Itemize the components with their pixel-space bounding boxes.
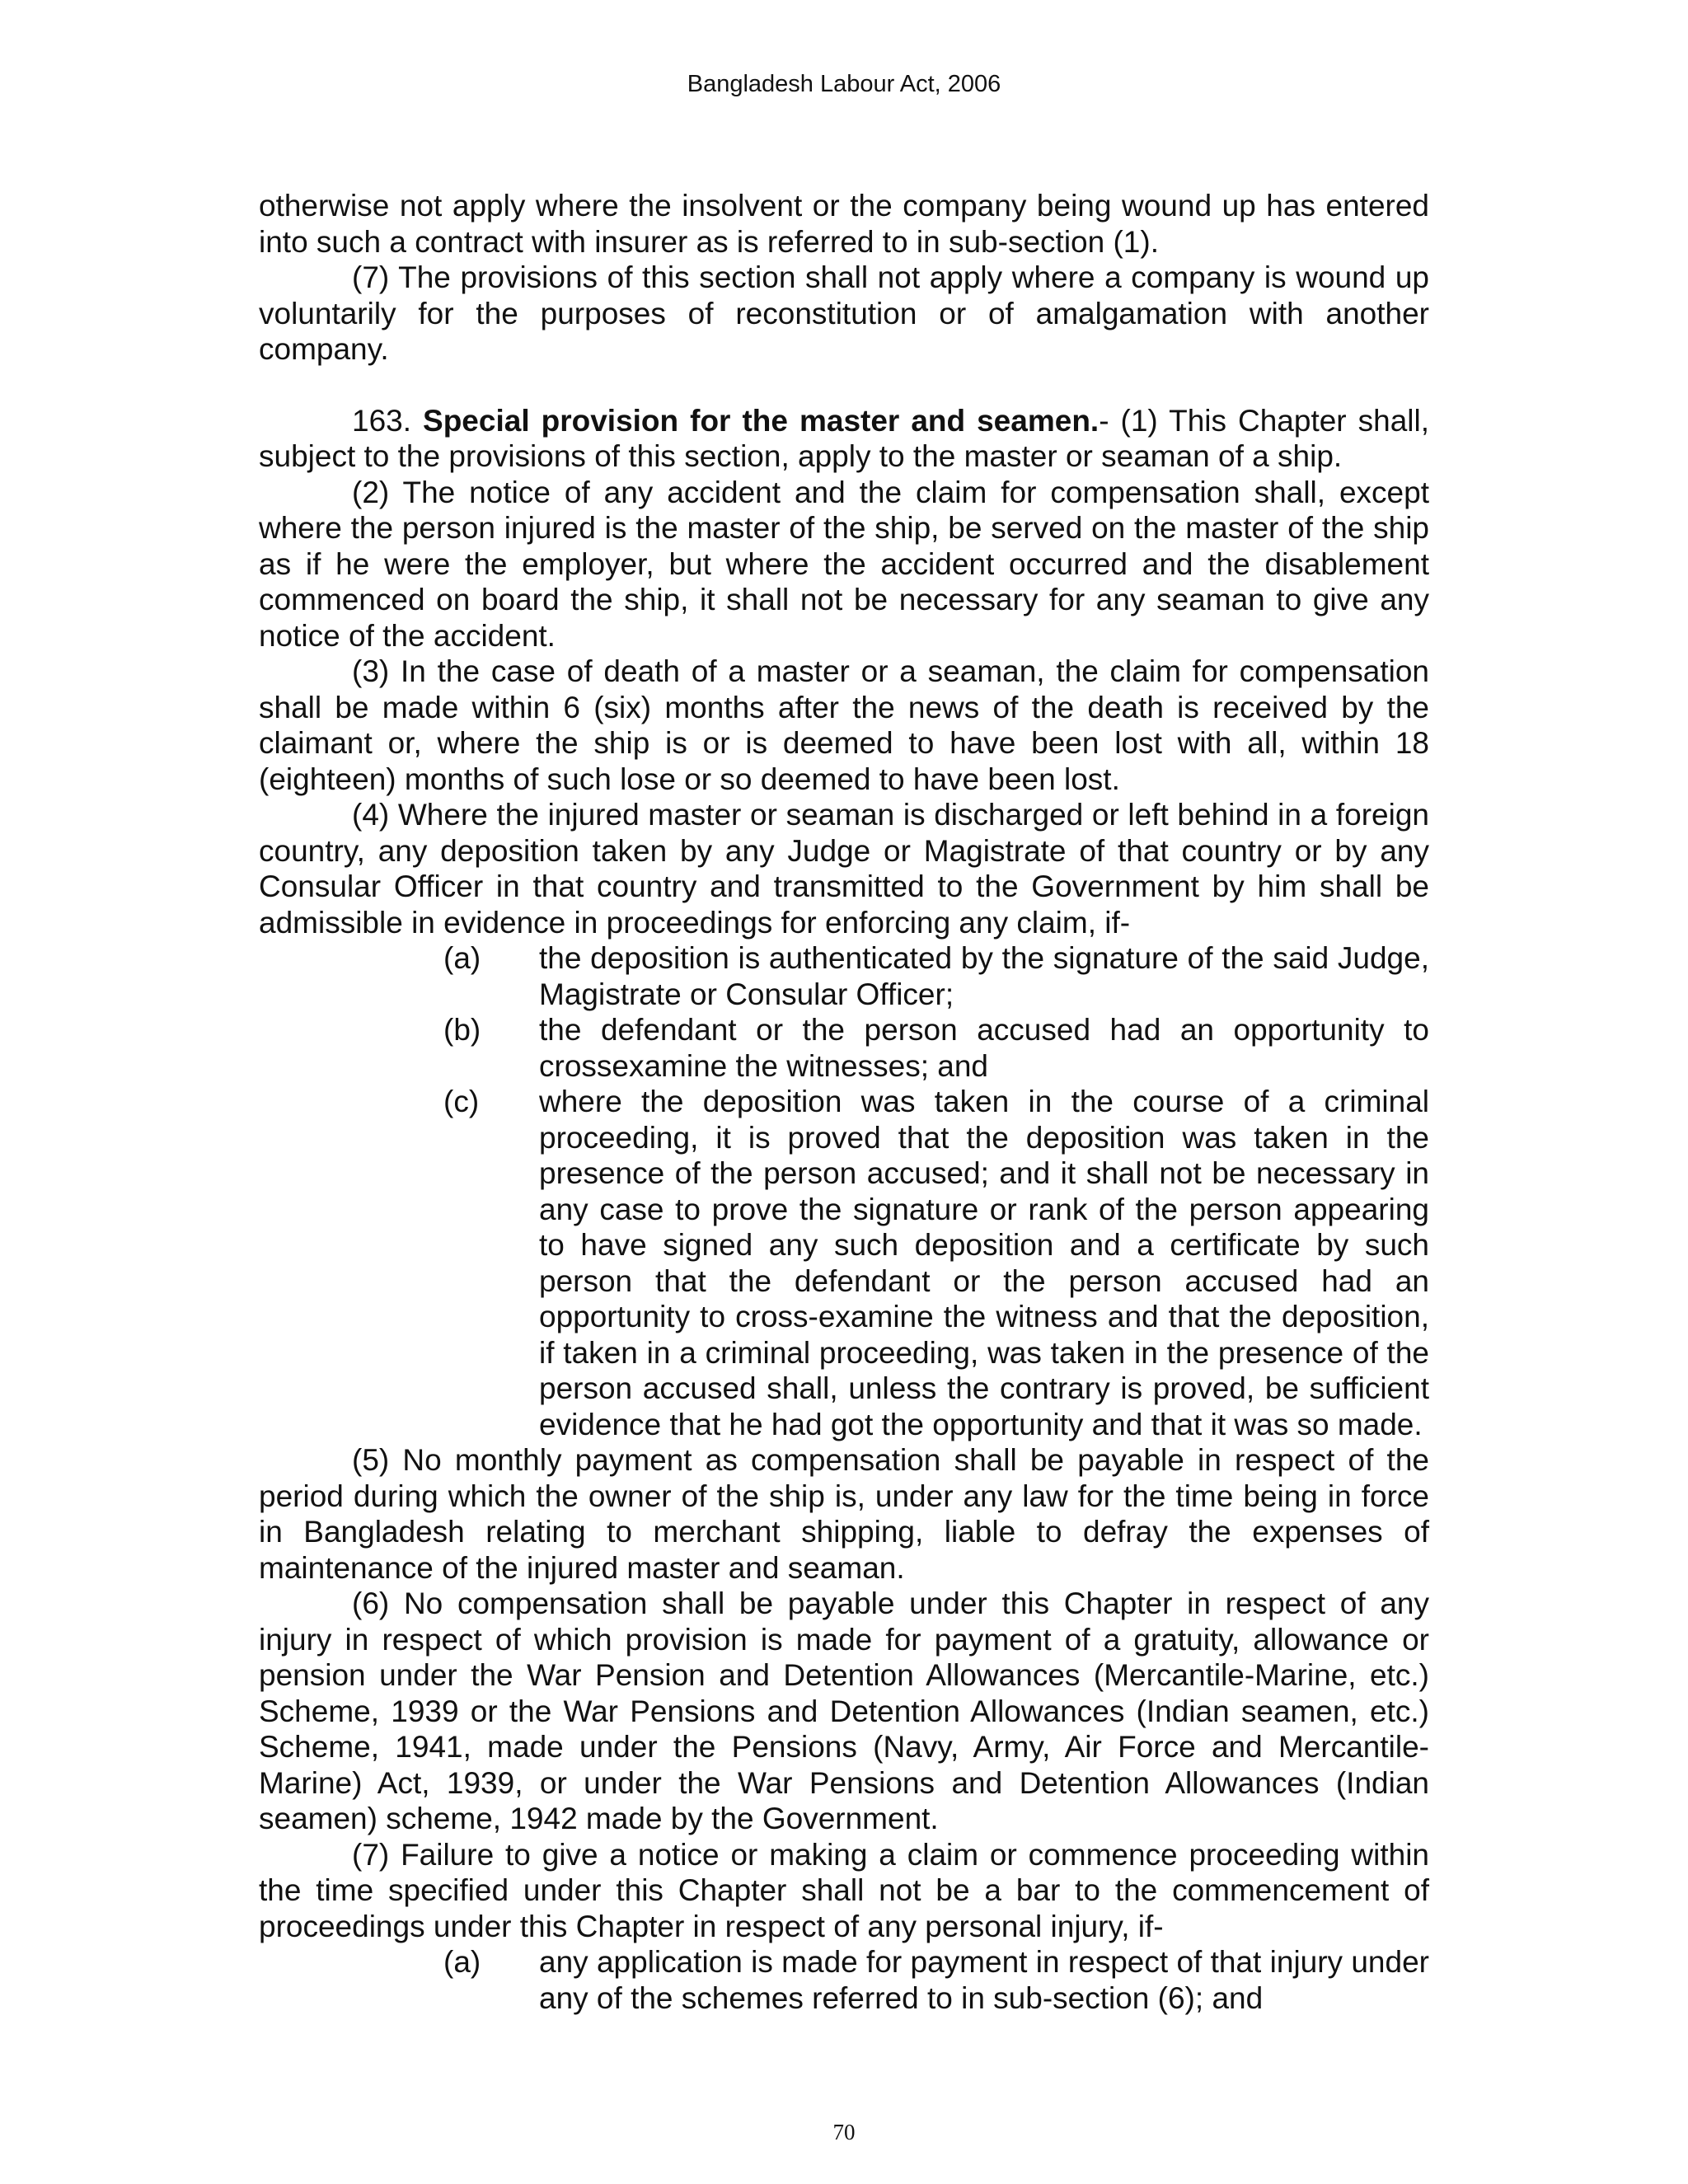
section-number: 163. — [352, 403, 412, 438]
section-163-text: - (1) This Chapter shall, subject to the provisions of this section, apply to the master or seaman of a ship. — [259, 403, 1430, 473]
clause-item — [259, 940, 1429, 1012]
document-body — [259, 188, 1429, 2016]
clause-label: (b) — [443, 1013, 481, 1047]
spacer — [259, 368, 1429, 403]
section-163 — [259, 403, 1429, 475]
clause-text: the defendant or the person accused had an opportunity to crossexamine the witnesses; and — [539, 1013, 1429, 1083]
clause-label: (c) — [443, 1085, 480, 1118]
section-heading: Special provision for the master and seamen. — [423, 403, 1100, 438]
clause-label: (a) — [443, 941, 481, 975]
paragraph-subsection-6: (6) No compensation shall be payable under this Chapter in respect of any injury in respect of which provision is made for payment of a gratuity, allowance or pension under the War Pension and Detention Allowances (Mercantile-Marine, etc.) Scheme, 1939 or the War Pensions and Detention Allowances (Indian seamen, etc.) Scheme, 1941, made under the Pensions (Navy, Army, Air Force and Mercantile-Marine) Act, 1939, or under the War Pensions and Detention Allowances (Indian seamen) scheme, 1942 made by the Government. — [259, 1586, 1429, 1835]
clause-item — [259, 1012, 1429, 1084]
clause-item — [259, 1944, 1429, 2016]
paragraph-subsection-3: (3) In the case of death of a master or a seaman, the claim for compensation shall be made within 6 (six) months after the news of the death is received by the claimant or, where the ship is or is deemed to have been lost with all, within 18 (eighteen) months of such lose or so deemed to have been lost. — [259, 654, 1429, 796]
paragraph-subsection-7b: (7) Failure to give a notice or making a claim or commence proceeding within the time specified under this Chapter shall not be a bar to the commencement of proceedings under this Chapter in respect of any personal injury, if- — [259, 1837, 1429, 1943]
running-header: Bangladesh Labour Act, 2006 — [687, 71, 1001, 97]
paragraph-subsection-2: (2) The notice of any accident and the claim for compensation shall, except where the person injured is the master of the ship, be served on the master of the ship as if he were the employer, but where the accident occurred and the disablement commenced on board the ship, it shall not be necessary for any seaman to give any notice of the accident. — [259, 475, 1429, 653]
paragraph-subsection-5: (5) No monthly payment as compensation shall be payable in respect of the period during which the owner of the ship is, under any law for the time being in force in Bangladesh relating to merchant shipping, liable to defray the expenses of maintenance of the injured master and seaman. — [259, 1443, 1429, 1585]
clause-text: where the deposition was taken in the course of a criminal proceeding, it is proved that the deposition was taken in the presence of the person accused; and it shall not be necessary in any case to prove the signature or rank of the person appearing to have signed any such deposition and a certificate by such person that the defendant or the person accused had an opportunity to cross-examine the witness and that the deposition, if taken in a criminal proceeding, was taken in the presence of the person accused shall, unless the contrary is proved, be sufficient evidence that he had got the opportunity and that it was so made. — [539, 1085, 1429, 1441]
paragraph-subsection-7: (7) The provisions of this section shall not apply where a company is wound up voluntarily for the purposes of reconstitution or of amalgamation with another company. — [259, 260, 1429, 366]
clause-item — [259, 1084, 1429, 1442]
clause-label: (a) — [443, 1945, 481, 1979]
paragraph-continuation: otherwise not apply where the insolvent or the company being wound up has entered into such a contract with insurer as is referred to in sub-section (1). — [259, 189, 1429, 259]
page-number: 70 — [832, 2120, 856, 2144]
clause-text: any application is made for payment in respect of that injury under any of the schemes referred to in sub-section (6); and — [539, 1945, 1429, 2015]
clause-text: the deposition is authenticated by the signature of the said Judge, Magistrate or Consular Officer; — [539, 941, 1429, 1011]
paragraph-subsection-4: (4) Where the injured master or seaman is discharged or left behind in a foreign country, any deposition taken by any Judge or Magistrate of that country or by any Consular Officer in that country and transmitted to the Government by him shall be admissible in evidence in proceedings for enforcing any claim, if- — [259, 798, 1429, 940]
